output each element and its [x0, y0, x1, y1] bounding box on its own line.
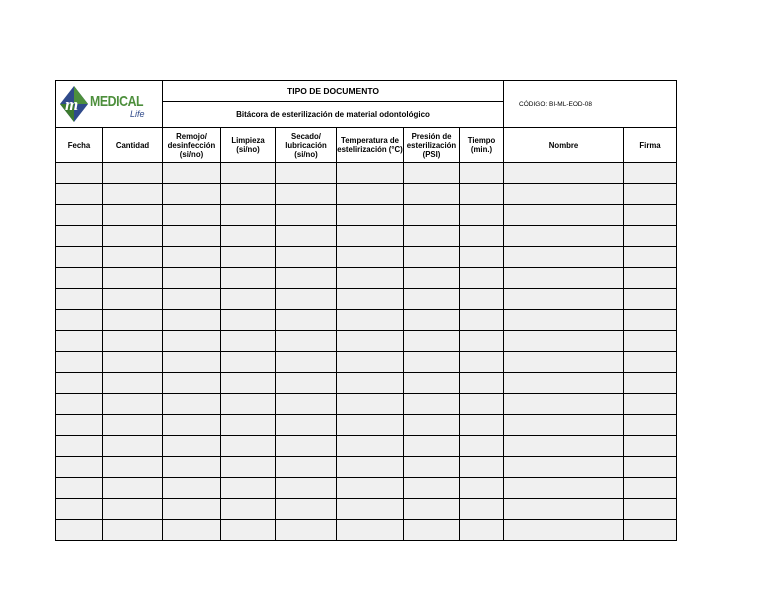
cell-secado[interactable] — [276, 394, 337, 415]
table-row — [56, 184, 677, 205]
cell-cantidad[interactable] — [103, 226, 163, 247]
cell-firma[interactable] — [624, 457, 677, 478]
cell-secado[interactable] — [276, 268, 337, 289]
cell-secado[interactable] — [276, 436, 337, 457]
cell-temperatura[interactable] — [337, 331, 404, 352]
column-header-cantidad — [103, 128, 163, 163]
cell-limpieza[interactable] — [221, 520, 276, 541]
cell-presion[interactable] — [404, 268, 460, 289]
cell-presion[interactable] — [404, 352, 460, 373]
cell-tiempo[interactable] — [460, 436, 504, 457]
table-row — [56, 415, 677, 436]
table-row — [56, 226, 677, 247]
cell-presion[interactable] — [404, 247, 460, 268]
cell-firma[interactable] — [624, 310, 677, 331]
cell-tiempo[interactable] — [460, 205, 504, 226]
cell-nombre[interactable] — [504, 247, 624, 268]
cell-temperatura[interactable] — [337, 436, 404, 457]
cell-presion[interactable] — [404, 520, 460, 541]
cell-cantidad[interactable] — [103, 520, 163, 541]
cell-temperatura[interactable] — [337, 478, 404, 499]
cell-limpieza[interactable] — [221, 205, 276, 226]
cell-presion[interactable] — [404, 499, 460, 520]
cell-presion[interactable] — [404, 184, 460, 205]
cell-fecha[interactable] — [56, 163, 103, 184]
cell-fecha[interactable] — [56, 247, 103, 268]
logo-cell — [56, 81, 163, 128]
cell-fecha[interactable] — [56, 436, 103, 457]
cell-remojo[interactable] — [163, 457, 221, 478]
logo-wordmark: MEDICAL — [90, 93, 144, 110]
cell-cantidad[interactable] — [103, 184, 163, 205]
cell-presion[interactable] — [404, 163, 460, 184]
cell-secado[interactable] — [276, 457, 337, 478]
cell-remojo[interactable] — [163, 415, 221, 436]
cell-temperatura[interactable] — [337, 352, 404, 373]
column-header-label: Cantidad — [115, 140, 150, 150]
table-row — [56, 205, 677, 226]
cell-limpieza[interactable] — [221, 499, 276, 520]
column-header-label: Fecha — [67, 140, 91, 150]
cell-temperatura[interactable] — [337, 499, 404, 520]
cell-firma[interactable] — [624, 394, 677, 415]
cell-secado[interactable] — [276, 205, 337, 226]
cell-secado[interactable] — [276, 478, 337, 499]
cell-tiempo[interactable] — [460, 520, 504, 541]
column-header-secado — [276, 128, 337, 163]
svg-text:m: m — [65, 95, 79, 114]
cell-secado[interactable] — [276, 247, 337, 268]
cell-cantidad[interactable] — [103, 205, 163, 226]
cell-firma[interactable] — [624, 478, 677, 499]
log-table — [55, 80, 677, 541]
cell-temperatura[interactable] — [337, 268, 404, 289]
table-row — [56, 478, 677, 499]
cell-remojo[interactable] — [163, 226, 221, 247]
cell-tiempo[interactable] — [460, 268, 504, 289]
cell-fecha[interactable] — [56, 331, 103, 352]
cell-nombre[interactable] — [504, 436, 624, 457]
table-row — [56, 289, 677, 310]
table-row — [56, 352, 677, 373]
cell-fecha[interactable] — [56, 289, 103, 310]
table-row — [56, 331, 677, 352]
cell-limpieza[interactable] — [221, 394, 276, 415]
cell-cantidad[interactable] — [103, 331, 163, 352]
cell-fecha[interactable] — [56, 205, 103, 226]
cell-tiempo[interactable] — [460, 247, 504, 268]
cell-nombre[interactable] — [504, 520, 624, 541]
cell-temperatura[interactable] — [337, 310, 404, 331]
cell-secado[interactable] — [276, 310, 337, 331]
cell-temperatura[interactable] — [337, 205, 404, 226]
cell-fecha[interactable] — [56, 226, 103, 247]
column-header-tiempo — [460, 128, 504, 163]
cell-tiempo[interactable] — [460, 457, 504, 478]
cell-tiempo[interactable] — [460, 184, 504, 205]
cell-secado[interactable] — [276, 331, 337, 352]
cell-limpieza[interactable] — [221, 373, 276, 394]
cell-secado[interactable] — [276, 415, 337, 436]
column-header-label: Temperatura de estelirización (°C) — [337, 136, 403, 154]
cell-tiempo[interactable] — [460, 394, 504, 415]
cell-secado[interactable] — [276, 499, 337, 520]
cell-cantidad[interactable] — [103, 352, 163, 373]
cell-presion[interactable] — [404, 331, 460, 352]
column-header-label: Firma — [639, 140, 661, 150]
cell-remojo[interactable] — [163, 310, 221, 331]
cell-cantidad[interactable] — [103, 289, 163, 310]
cell-remojo[interactable] — [163, 373, 221, 394]
cell-limpieza[interactable] — [221, 436, 276, 457]
cell-fecha[interactable] — [56, 415, 103, 436]
cell-limpieza[interactable] — [221, 331, 276, 352]
cell-firma[interactable] — [624, 226, 677, 247]
cell-firma[interactable] — [624, 499, 677, 520]
cell-temperatura[interactable] — [337, 415, 404, 436]
logo-diamond-icon — [60, 84, 94, 124]
cell-nombre[interactable] — [504, 373, 624, 394]
cell-nombre[interactable] — [504, 184, 624, 205]
column-header-fecha — [56, 128, 103, 163]
column-header-label: Limpieza (si/no) — [231, 136, 265, 154]
cell-nombre[interactable] — [504, 394, 624, 415]
document-type-label: TIPO DE DOCUMENTO — [163, 81, 504, 102]
cell-fecha[interactable] — [56, 499, 103, 520]
cell-presion[interactable] — [404, 310, 460, 331]
column-header-nombre — [504, 128, 624, 163]
cell-nombre[interactable] — [504, 457, 624, 478]
cell-firma[interactable] — [624, 331, 677, 352]
cell-fecha[interactable] — [56, 373, 103, 394]
cell-remojo[interactable] — [163, 394, 221, 415]
column-header-presion — [404, 128, 460, 163]
column-header-label: Presión de esterilización (PSI) — [406, 131, 457, 159]
cell-fecha[interactable] — [56, 394, 103, 415]
cell-secado[interactable] — [276, 163, 337, 184]
cell-limpieza[interactable] — [221, 289, 276, 310]
cell-temperatura[interactable] — [337, 520, 404, 541]
cell-presion[interactable] — [404, 226, 460, 247]
cell-fecha[interactable] — [56, 268, 103, 289]
cell-cantidad[interactable] — [103, 268, 163, 289]
column-header-limpieza — [221, 128, 276, 163]
cell-remojo[interactable] — [163, 163, 221, 184]
cell-secado[interactable] — [276, 352, 337, 373]
cell-tiempo[interactable] — [460, 478, 504, 499]
cell-limpieza[interactable] — [221, 247, 276, 268]
cell-firma[interactable] — [624, 436, 677, 457]
cell-limpieza[interactable] — [221, 268, 276, 289]
cell-temperatura[interactable] — [337, 373, 404, 394]
cell-cantidad[interactable] — [103, 499, 163, 520]
cell-cantidad[interactable] — [103, 373, 163, 394]
table-row — [56, 436, 677, 457]
cell-nombre[interactable] — [504, 310, 624, 331]
cell-cantidad[interactable] — [103, 478, 163, 499]
cell-presion[interactable] — [404, 394, 460, 415]
cell-firma[interactable] — [624, 373, 677, 394]
cell-firma[interactable] — [624, 289, 677, 310]
cell-fecha[interactable] — [56, 478, 103, 499]
cell-fecha[interactable] — [56, 457, 103, 478]
table-row — [56, 373, 677, 394]
table-row — [56, 457, 677, 478]
logo-subtitle: Life — [130, 109, 145, 119]
cell-nombre[interactable] — [504, 268, 624, 289]
cell-nombre[interactable] — [504, 163, 624, 184]
cell-nombre[interactable] — [504, 415, 624, 436]
cell-nombre[interactable] — [504, 478, 624, 499]
cell-firma[interactable] — [624, 247, 677, 268]
cell-cantidad[interactable] — [103, 457, 163, 478]
cell-temperatura[interactable] — [337, 289, 404, 310]
cell-remojo[interactable] — [163, 436, 221, 457]
cell-remojo[interactable] — [163, 184, 221, 205]
cell-tiempo[interactable] — [460, 331, 504, 352]
cell-cantidad[interactable] — [103, 247, 163, 268]
table-row — [56, 499, 677, 520]
cell-remojo[interactable] — [163, 499, 221, 520]
column-header-label: Secado/ lubricación (si/no) — [285, 131, 327, 159]
cell-temperatura[interactable] — [337, 394, 404, 415]
cell-remojo[interactable] — [163, 205, 221, 226]
cell-remojo[interactable] — [163, 268, 221, 289]
cell-fecha[interactable] — [56, 310, 103, 331]
table-row — [56, 520, 677, 541]
cell-tiempo[interactable] — [460, 352, 504, 373]
cell-limpieza[interactable] — [221, 310, 276, 331]
table-row — [56, 268, 677, 289]
table-row — [56, 310, 677, 331]
cell-limpieza[interactable] — [221, 415, 276, 436]
cell-temperatura[interactable] — [337, 163, 404, 184]
cell-limpieza[interactable] — [221, 352, 276, 373]
cell-limpieza[interactable] — [221, 163, 276, 184]
cell-firma[interactable] — [624, 352, 677, 373]
document-code: CÓDIGO: BI-ML-EOD-08 — [504, 81, 677, 128]
table-row — [56, 163, 677, 184]
column-header-firma — [624, 128, 677, 163]
table-row — [56, 394, 677, 415]
cell-cantidad[interactable] — [103, 436, 163, 457]
cell-remojo[interactable] — [163, 520, 221, 541]
cell-fecha[interactable] — [56, 184, 103, 205]
cell-nombre[interactable] — [504, 205, 624, 226]
column-header-label: Remojo/ desinfección (si/no) — [167, 131, 216, 159]
cell-tiempo[interactable] — [460, 310, 504, 331]
cell-secado[interactable] — [276, 289, 337, 310]
cell-tiempo[interactable] — [460, 499, 504, 520]
cell-secado[interactable] — [276, 226, 337, 247]
table-row — [56, 247, 677, 268]
cell-presion[interactable] — [404, 373, 460, 394]
cell-tiempo[interactable] — [460, 373, 504, 394]
column-header-row — [56, 128, 677, 163]
cell-nombre[interactable] — [504, 352, 624, 373]
cell-nombre[interactable] — [504, 289, 624, 310]
cell-fecha[interactable] — [56, 520, 103, 541]
cell-tiempo[interactable] — [460, 289, 504, 310]
cell-nombre[interactable] — [504, 226, 624, 247]
column-header-label: Tiempo (min.) — [467, 136, 496, 154]
medical-life-logo — [60, 84, 160, 124]
cell-nombre[interactable] — [504, 331, 624, 352]
cell-temperatura[interactable] — [337, 226, 404, 247]
cell-presion[interactable] — [404, 436, 460, 457]
cell-limpieza[interactable] — [221, 184, 276, 205]
cell-firma[interactable] — [624, 268, 677, 289]
cell-limpieza[interactable] — [221, 226, 276, 247]
cell-presion[interactable] — [404, 289, 460, 310]
cell-remojo[interactable] — [163, 478, 221, 499]
cell-firma[interactable] — [624, 163, 677, 184]
cell-limpieza[interactable] — [221, 478, 276, 499]
cell-firma[interactable] — [624, 205, 677, 226]
cell-remojo[interactable] — [163, 331, 221, 352]
cell-fecha[interactable] — [56, 352, 103, 373]
cell-presion[interactable] — [404, 415, 460, 436]
cell-firma[interactable] — [624, 184, 677, 205]
cell-remojo[interactable] — [163, 352, 221, 373]
cell-temperatura[interactable] — [337, 457, 404, 478]
cell-limpieza[interactable] — [221, 457, 276, 478]
cell-tiempo[interactable] — [460, 226, 504, 247]
cell-cantidad[interactable] — [103, 310, 163, 331]
cell-cantidad[interactable] — [103, 394, 163, 415]
sterilization-log-form — [55, 80, 676, 541]
cell-presion[interactable] — [404, 457, 460, 478]
column-header-remojo — [163, 128, 221, 163]
column-header-label: Nombre — [548, 140, 579, 150]
cell-presion[interactable] — [404, 205, 460, 226]
column-header-temperatura — [337, 128, 404, 163]
cell-nombre[interactable] — [504, 499, 624, 520]
cell-firma[interactable] — [624, 520, 677, 541]
cell-temperatura[interactable] — [337, 247, 404, 268]
cell-cantidad[interactable] — [103, 415, 163, 436]
cell-firma[interactable] — [624, 415, 677, 436]
cell-remojo[interactable] — [163, 247, 221, 268]
cell-tiempo[interactable] — [460, 415, 504, 436]
cell-secado[interactable] — [276, 520, 337, 541]
cell-secado[interactable] — [276, 373, 337, 394]
cell-presion[interactable] — [404, 478, 460, 499]
cell-tiempo[interactable] — [460, 163, 504, 184]
cell-secado[interactable] — [276, 184, 337, 205]
cell-cantidad[interactable] — [103, 163, 163, 184]
document-title: Bitácora de esterilización de material odontológico — [163, 102, 504, 128]
cell-temperatura[interactable] — [337, 184, 404, 205]
cell-remojo[interactable] — [163, 289, 221, 310]
